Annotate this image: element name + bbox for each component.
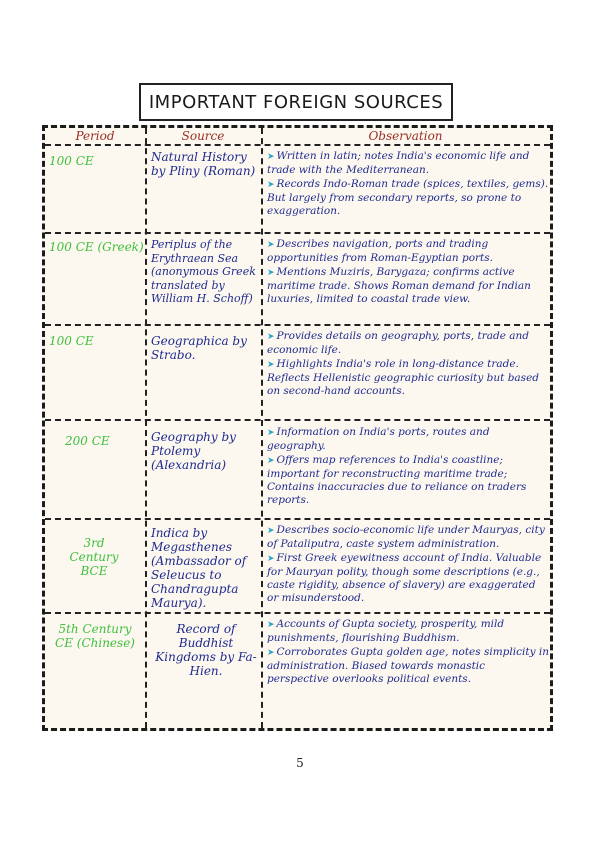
header-period: Period	[75, 129, 115, 143]
row-observations	[267, 618, 550, 687]
header-observation: Observation	[368, 129, 443, 143]
bullet-icon: ➤	[267, 268, 275, 278]
observation-text: Highlights India's role in long-distance trade. Reflects Hellenistic geographic curiosity but based on second-hand accounts.	[267, 358, 540, 397]
row-divider	[45, 612, 550, 614]
page-title: IMPORTANT FOREIGN SOURCES	[139, 83, 453, 121]
bullet-icon: ➤	[267, 428, 275, 438]
row-period: 100 CE	[49, 334, 94, 348]
bullet-icon: ➤	[267, 180, 275, 190]
row-observations	[267, 150, 550, 219]
bullet-icon: ➤	[267, 456, 275, 466]
page-number: 5	[296, 756, 304, 770]
row-source: Record of Buddhist Kingdoms by Fa-Hien.	[155, 622, 257, 678]
observation-text: Corroborates Gupta golden age, notes simplicity in administration. Biased towards monastic perspective overlooks political events.	[267, 646, 549, 685]
row-divider	[45, 324, 550, 326]
bullet-icon: ➤	[267, 152, 275, 162]
observation-text: Written in latin; notes India's economic life and trade with the Mediterranean.	[267, 150, 530, 176]
bullet-icon: ➤	[267, 360, 275, 370]
bullet-icon: ➤	[267, 240, 275, 250]
row-divider	[45, 232, 550, 234]
column-divider	[145, 128, 147, 728]
column-divider	[261, 128, 263, 728]
row-divider	[45, 419, 550, 421]
observation-text: Provides details on geography, ports, trade and economic life.	[267, 330, 529, 356]
row-period: 3rd Century BCE	[69, 536, 119, 578]
sources-table	[42, 125, 553, 731]
bullet-icon: ➤	[267, 526, 275, 536]
bullet-icon: ➤	[267, 332, 275, 342]
row-source: Natural History by Pliny (Roman)	[151, 150, 256, 178]
row-source: Geographica by Strabo.	[151, 334, 247, 362]
bullet-icon: ➤	[267, 620, 275, 630]
bullet-icon: ➤	[267, 648, 275, 658]
row-observations	[267, 238, 550, 307]
observation-text: Offers map references to India's coastline; important for reconstructing maritime trade; Contains inaccuracies due to reliance on traders reports.	[267, 454, 527, 506]
row-period: 100 CE	[49, 154, 94, 168]
observation-text: Accounts of Gupta society, prosperity, mild punishments, flourishing Buddhism.	[267, 618, 505, 644]
header-divider	[45, 144, 550, 146]
observation-text: First Greek eyewitness account of India. Valuable for Mauryan polity, though some descriptions (e.g., caste rigidity, absence of slavery) are exaggerated or misunderstood.	[267, 552, 542, 604]
observation-text: Mentions Muziris, Barygaza; confirms active maritime trade. Shows Roman demand for Indian luxuries, limited to coastal trade view.	[267, 266, 531, 305]
row-source: Indica by Megasthenes (Ambassador of Seleucus to Chandragupta Maurya).	[151, 526, 247, 610]
row-source: Geography by Ptolemy (Alexandria)	[151, 430, 236, 472]
row-period: 200 CE	[65, 434, 110, 448]
row-divider	[45, 518, 550, 520]
row-observations	[267, 524, 550, 606]
row-period: 5th Century CE (Chinese)	[55, 622, 135, 650]
row-source: Periplus of the Erythraean Sea (anonymous Greek translated by William H. Schoff)	[151, 238, 256, 305]
row-observations	[267, 426, 550, 508]
observation-text: Information on India's ports, routes and geography.	[267, 426, 490, 452]
observation-text: Records Indo-Roman trade (spices, textiles, gems). But largely from secondary reports, so prone to exaggeration.	[267, 178, 549, 217]
observation-text: Describes socio-economic life under Mauryas, city of Pataliputra, caste system administration.	[267, 524, 545, 550]
row-observations	[267, 330, 550, 399]
header-source: Source	[181, 129, 225, 143]
row-period: 100 CE (Greek)	[49, 240, 144, 254]
bullet-icon: ➤	[267, 554, 275, 564]
observation-text: Describes navigation, ports and trading opportunities from Roman-Egyptian ports.	[267, 238, 493, 264]
